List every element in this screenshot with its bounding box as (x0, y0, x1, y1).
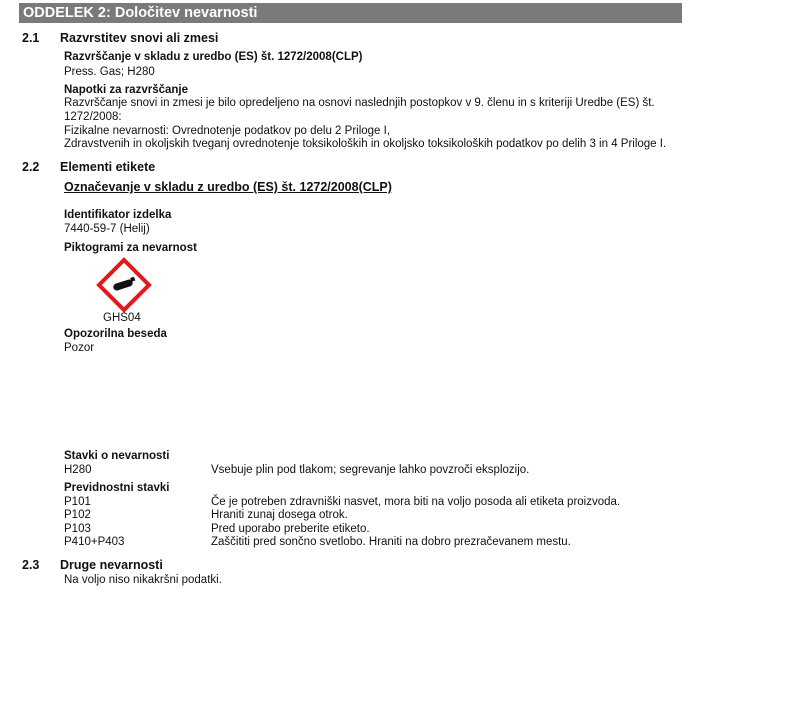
precaution-code: P410+P403 (64, 536, 125, 548)
signal-word-heading: Opozorilna beseda (64, 328, 167, 340)
ghs04-pictogram (96, 257, 152, 313)
precaution-code: P101 (64, 496, 91, 508)
subsection-number-2-1: 2.1 (22, 31, 40, 45)
precaution-text: Če je potreben zdravniški nasvet, mora biti na voljo posoda ali etiketa proizvoda. (211, 496, 621, 508)
classification-heading: Razvrščanje v skladu z uredbo (ES) št. 1272/2008(CLP) (64, 51, 363, 63)
notes-line-4: Zdravstvenih in okoljskih tveganj ovrednotenje toksikoloških in okoljsko toksikoloških podatkov po delih 3 in 4 Priloge I. (64, 138, 667, 150)
subsection-number-2-2: 2.2 (22, 160, 40, 174)
notes-line-1: Razvrščanje snovi in zmesi je bilo opredeljeno na osnovi naslednjih postopkov v 9. členu in s kriteriji Uredbe (ES) št. (64, 97, 655, 109)
pictograms-heading: Piktogrami za nevarnost (64, 242, 197, 254)
hazard-text: Vsebuje plin pod tlakom; segrevanje lahko povzroči eksplozijo. (211, 464, 530, 476)
subsection-title-2-2: Elementi etikete (60, 160, 156, 174)
signal-word-value: Pozor (64, 342, 95, 354)
precaution-text: Zaščititi pred sončno svetlobo. Hraniti na dobro prezračevanem mestu. (211, 536, 571, 548)
product-id-heading: Identifikator izdelka (64, 209, 172, 221)
pictogram-code: GHS04 (103, 312, 141, 324)
classification-value: Press. Gas; H280 (64, 66, 155, 78)
subsection-title-2-1: Razvrstitev snovi ali zmesi (60, 31, 219, 45)
subsection-number-2-3: 2.3 (22, 558, 40, 572)
notes-line-2: 1272/2008: (64, 111, 122, 123)
product-id-value: 7440-59-7 (Helij) (64, 223, 150, 235)
section-header: ODDELEK 2: Določitev nevarnosti (19, 3, 682, 23)
other-hazards-value: Na voljo niso nikakršni podatki. (64, 574, 222, 586)
labeling-heading: Označevanje v skladu z uredbo (ES) št. 1272/2008(CLP) (64, 180, 392, 194)
subsection-title-2-3: Druge nevarnosti (60, 558, 163, 572)
precaution-text: Hraniti zunaj dosega otrok. (211, 509, 348, 521)
precaution-code: P103 (64, 523, 91, 535)
hazard-code: H280 (64, 464, 92, 476)
precaution-code: P102 (64, 509, 91, 521)
notes-line-3: Fizikalne nevarnosti: Ovrednotenje podatkov po delu 2 Priloge I, (64, 125, 391, 137)
notes-heading: Napotki za razvrščanje (64, 84, 189, 96)
hazard-statements-heading: Stavki o nevarnosti (64, 450, 170, 462)
precaution-text: Pred uporabo preberite etiketo. (211, 523, 370, 535)
precautionary-heading: Previdnostni stavki (64, 482, 170, 494)
